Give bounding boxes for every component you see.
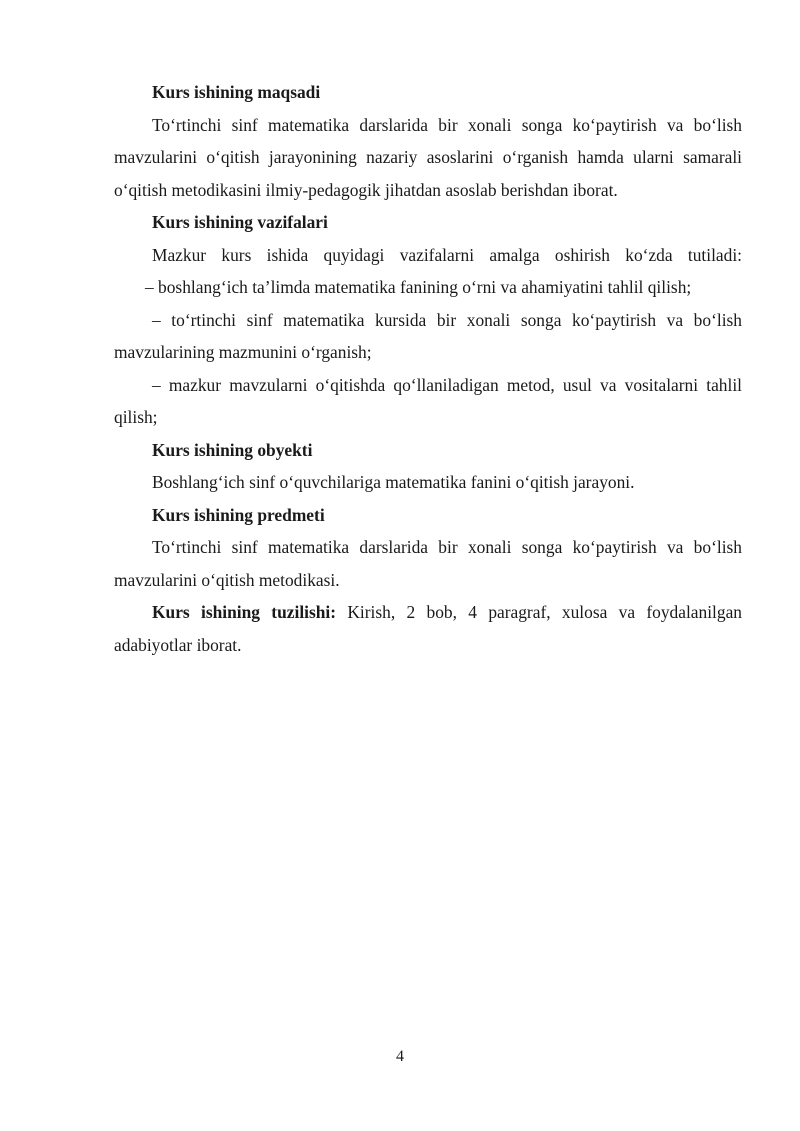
object-heading: Kurs ishining obyekti — [152, 439, 313, 460]
structure-text: Kirish, 2 bob, 4 paragraf, xulosa va foydalanilgan adabiyotlar iborat. — [114, 602, 742, 655]
goal-paragraph: To‘rtinchi sinf matematika darslarida bir xonali songa ko‘paytirish va bo‘lish mavzularini o‘qitish jarayonining nazariy asoslarini o‘rganish hamda ularni samarali o‘qitish metodikasini ilmiy-pedagogik jihatdan asoslab berishdan iborat. — [114, 114, 742, 200]
tasks-heading: Kurs ishining vazifalari — [152, 212, 328, 232]
subject-heading: Kurs ishining predmeti — [152, 504, 325, 525]
task-item-2: – to‘rtinchi sinf matematika kursida bir xonali songa ko‘paytirish va bo‘lish mavzularining mazmunini o‘rganish; — [114, 309, 742, 362]
document-page — [114, 76, 742, 661]
subject-paragraph: To‘rtinchi sinf matematika darslarida bir xonali songa ko‘paytirish va bo‘lish mavzularini o‘qitish metodikasi. — [114, 537, 742, 590]
structure-label: Kurs ishining tuzilishi: — [152, 602, 337, 622]
page-number: 4 — [396, 1048, 404, 1065]
structure-paragraph — [114, 596, 742, 661]
goal-heading: Kurs ishining maqsadi — [152, 82, 321, 102]
object-paragraph: Boshlang‘ich sinf o‘quvchilariga matematika fanini o‘qitish jarayoni. — [152, 472, 635, 492]
tasks-intro: Mazkur kurs ishida quyidagi vazifalarni amalga oshirish ko‘zda tutiladi: — [152, 244, 742, 265]
task-item-1: – boshlang‘ich ta’limda matematika fanining o‘rni va ahamiyatini tahlil qilish; — [145, 277, 692, 297]
task-item-3: – mazkur mavzularni o‘qitishda qo‘llaniladigan metod, usul va vositalarni tahlil qilish; — [114, 374, 742, 427]
